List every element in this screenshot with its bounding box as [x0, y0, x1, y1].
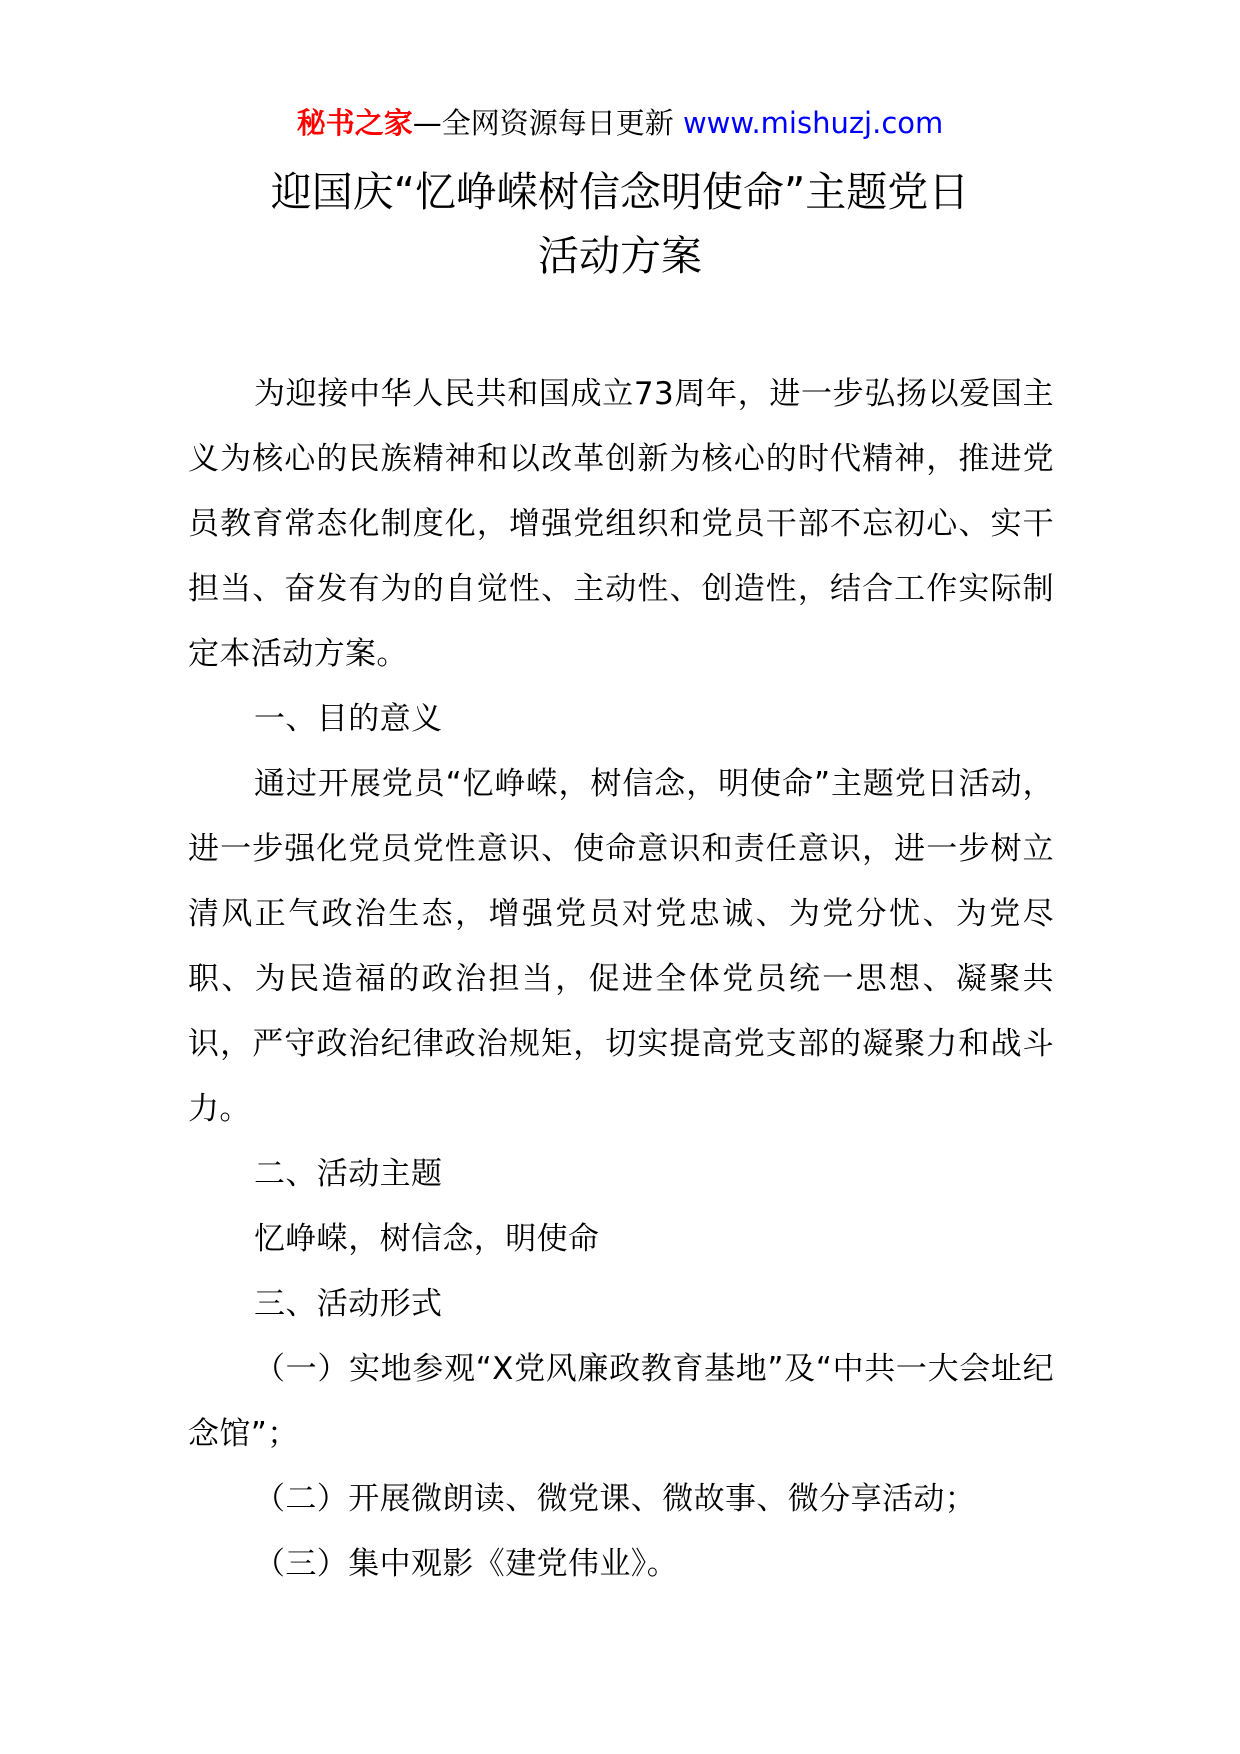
purpose-paragraph: 通过开展党员“忆峥嵘，树信念，明使命”主题党日活动，进一步强化党员党性意识、使命意识和责任意识，进一步树立清风正气政治生态，增强党员对党忠诚、为党分忧、为党尽职、为民造福的政治担当，促进全体党员统一思想、凝聚共识，严守政治纪律政治规矩，切实提高党支部的凝聚力和战斗力。	[188, 766, 1054, 1127]
title-line-1: 迎国庆“忆峥嵘树信念明使命”主题党日	[270, 168, 970, 216]
format-item-1: （一）实地参观“X党风廉政教育基地”及“中共一大会址纪念馆”；	[188, 1351, 1054, 1452]
format-item-3: （三）集中观影《建党伟业》。	[254, 1546, 679, 1582]
theme-paragraph: 忆峥嵘，树信念，明使命	[254, 1221, 600, 1257]
format-item-2: （二）开展微朗读、微党课、微故事、微分享活动；	[254, 1481, 977, 1517]
document-title	[0, 160, 1240, 288]
site-url-link[interactable]: www.mishuzj.com	[682, 106, 944, 140]
section-heading-theme: 二、活动主题	[254, 1156, 443, 1192]
header-tagline: —全网资源每日更新	[412, 106, 674, 140]
intro-paragraph: 为迎接中华人民共和国成立73周年，进一步弘扬以爱国主义为核心的民族精神和以改革创新为核心的时代精神，推进党员教育常态化制度化，增强党组织和党员干部不忘初心、实干担当、奋发有为的自觉性、主动性、创造性，结合工作实际制定本活动方案。	[188, 376, 1054, 672]
section-heading-format: 三、活动形式	[254, 1286, 443, 1322]
site-header	[0, 100, 1240, 146]
section-heading-purpose: 一、目的意义	[254, 701, 443, 737]
brand-name: 秘书之家	[296, 106, 413, 140]
document-body	[188, 362, 1054, 1597]
title-line-2: 活动方案	[538, 232, 702, 280]
